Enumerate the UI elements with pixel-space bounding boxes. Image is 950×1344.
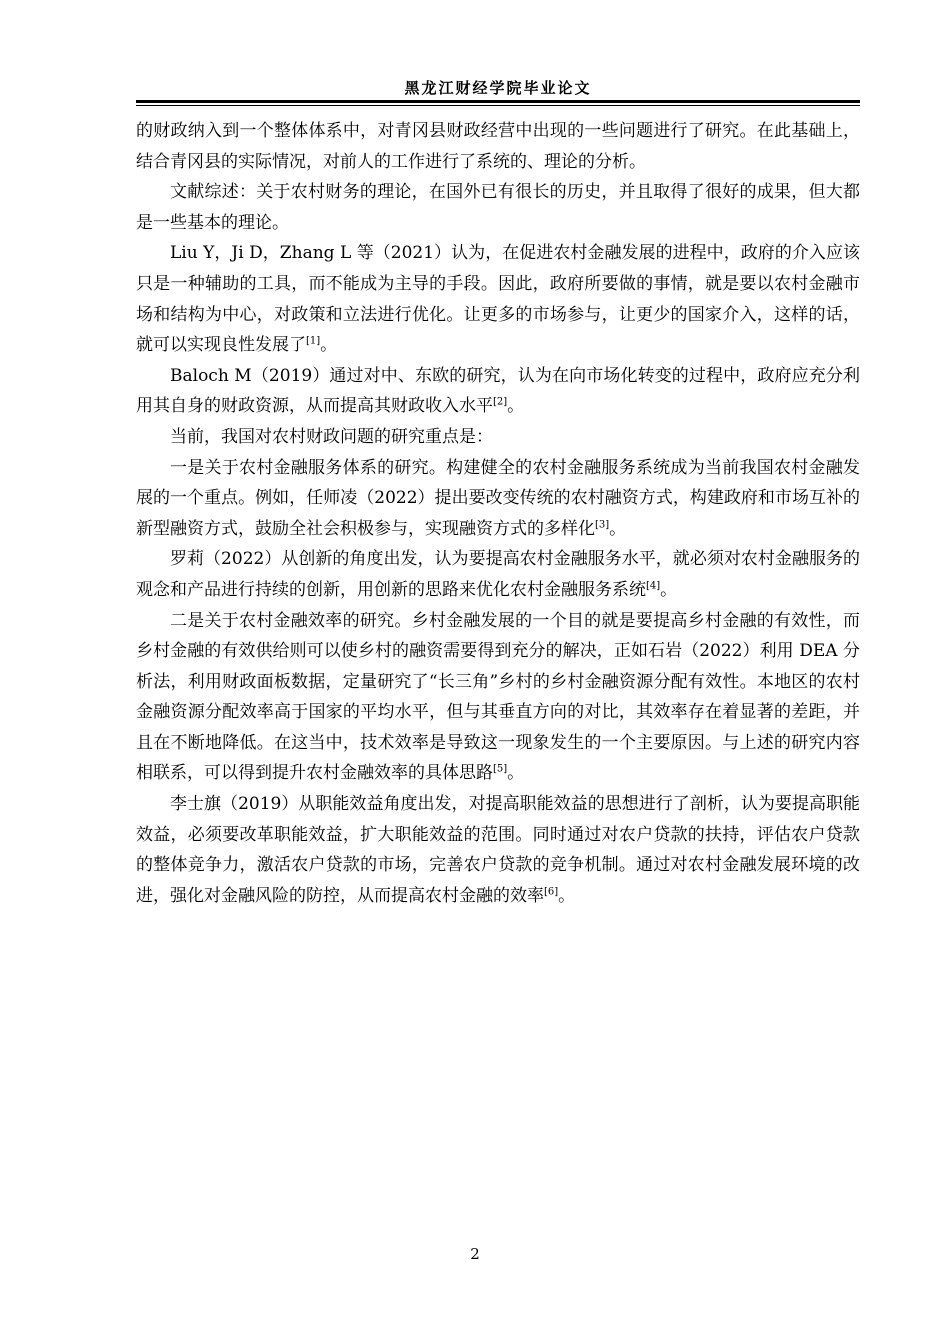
header-rule-thin bbox=[136, 105, 860, 106]
citation-1: [1] bbox=[306, 335, 321, 347]
paragraph-text: 罗莉（2022）从创新的角度出发，认为要提高农村金融服务水平，就必须对农村金融服务的观念和产品进行持续的创新，用创新的思路来优化农村金融服务系统 bbox=[136, 549, 860, 600]
paragraph-text: 文献综述：关于农村财务的理论，在国外已有很长的历史，并且取得了很好的成果，但大都是一些基本的理论。 bbox=[136, 182, 860, 233]
paragraph-text: 李士旗（2019）从职能效益角度出发，对提高职能效益的思想进行了剖析，认为要提高职能效益，必须要改革职能效益，扩大职能效益的范围。同时通过对农户贷款的扶持，评估农户贷款的整体竞争力，激活农户贷款的市场，完善农户贷款的竞争机制。通过对农村金融发展环境的改进，强化对金融风险的防控，从而提高农村金融的效率 bbox=[136, 794, 860, 906]
citation-5: [5] bbox=[493, 763, 508, 775]
paragraph-text: 当前，我国对农村财政问题的研究重点是： bbox=[170, 426, 493, 447]
citation-4: [4] bbox=[646, 580, 661, 592]
citation-3: [3] bbox=[595, 519, 610, 531]
paragraph-2 bbox=[136, 177, 860, 238]
page-number: 2 bbox=[470, 1245, 480, 1263]
paragraph-text: Baloch M（2019）通过对中、东欧的研究，认为在向市场化转变的过程中，政府应充分利用其自身的财政资源，从而提高其财政收入水平 bbox=[136, 365, 860, 417]
paragraph-text: 二是关于农村金融效率的研究。乡村金融发展的一个目的就是要提高乡村金融的有效性，而乡村金融的有效供给则可以使乡村的融资需要得到充分的解决，正如石岩（2022）利用 DEA 分析法，利用财政面板数据，定量研究了“长三角”乡村的乡村金融资源分配有效性。本地区的农村金融资源分配效率高于国家的平均水平，但与其垂直方向的对比，其效率存在着显著的差距，并且在不断地降低。在这当中，技术效率是导致这一现象发生的一个主要原因。与上述的研究内容相联系，可以得到提升农村金融效率的具体思路 bbox=[136, 610, 860, 784]
paragraph-tail: 。 bbox=[507, 396, 525, 417]
citation-2: [2] bbox=[493, 396, 508, 408]
paragraph-text: 一是关于农村金融服务体系的研究。构建健全的农村金融服务系统成为当前我国农村金融发展的一个重点。例如，任师凌（2022）提出要改变传统的农村融资方式，构建政府和市场互补的新型融资方式，鼓励全社会积极参与，实现融资方式的多样化 bbox=[136, 457, 860, 539]
paragraph-9 bbox=[136, 789, 860, 911]
paragraph-tail: 。 bbox=[558, 885, 576, 906]
page-header-title: 黑龙江财经学院毕业论文 bbox=[404, 79, 592, 97]
header-rule-thick bbox=[136, 100, 860, 103]
paragraph-text: 的财政纳入到一个整体体系中，对青冈县财政经营中出现的一些问题进行了研究。在此基础上，结合青冈县的实际情况，对前人的工作进行了系统的、理论的分析。 bbox=[136, 121, 860, 172]
citation-6: [6] bbox=[544, 886, 559, 898]
paragraph-7 bbox=[136, 544, 860, 605]
paragraph-text: Liu Y，Ji D，Zhang L 等（2021）认为，在促进农村金融发展的进程中，政府的介入应该只是一种辅助的工具，而不能成为主导的手段。因此，政府所要做的事情，就是要以农村金融市场和结构为中心，对政策和立法进行优化。让更多的市场参与，让更少的国家介入，这样的话，就可以实现良性发展了 bbox=[136, 243, 860, 356]
paragraph-tail: 。 bbox=[660, 579, 678, 600]
paragraph-1 bbox=[136, 116, 860, 177]
paragraph-tail: 。 bbox=[507, 763, 525, 784]
paragraph-tail: 。 bbox=[320, 335, 338, 356]
paragraph-4 bbox=[136, 361, 860, 422]
paragraph-8 bbox=[136, 606, 860, 790]
paragraph-6 bbox=[136, 453, 860, 545]
body-text bbox=[136, 116, 860, 911]
paragraph-3 bbox=[136, 238, 860, 360]
paragraph-5 bbox=[136, 422, 860, 453]
paragraph-tail: 。 bbox=[609, 518, 627, 539]
